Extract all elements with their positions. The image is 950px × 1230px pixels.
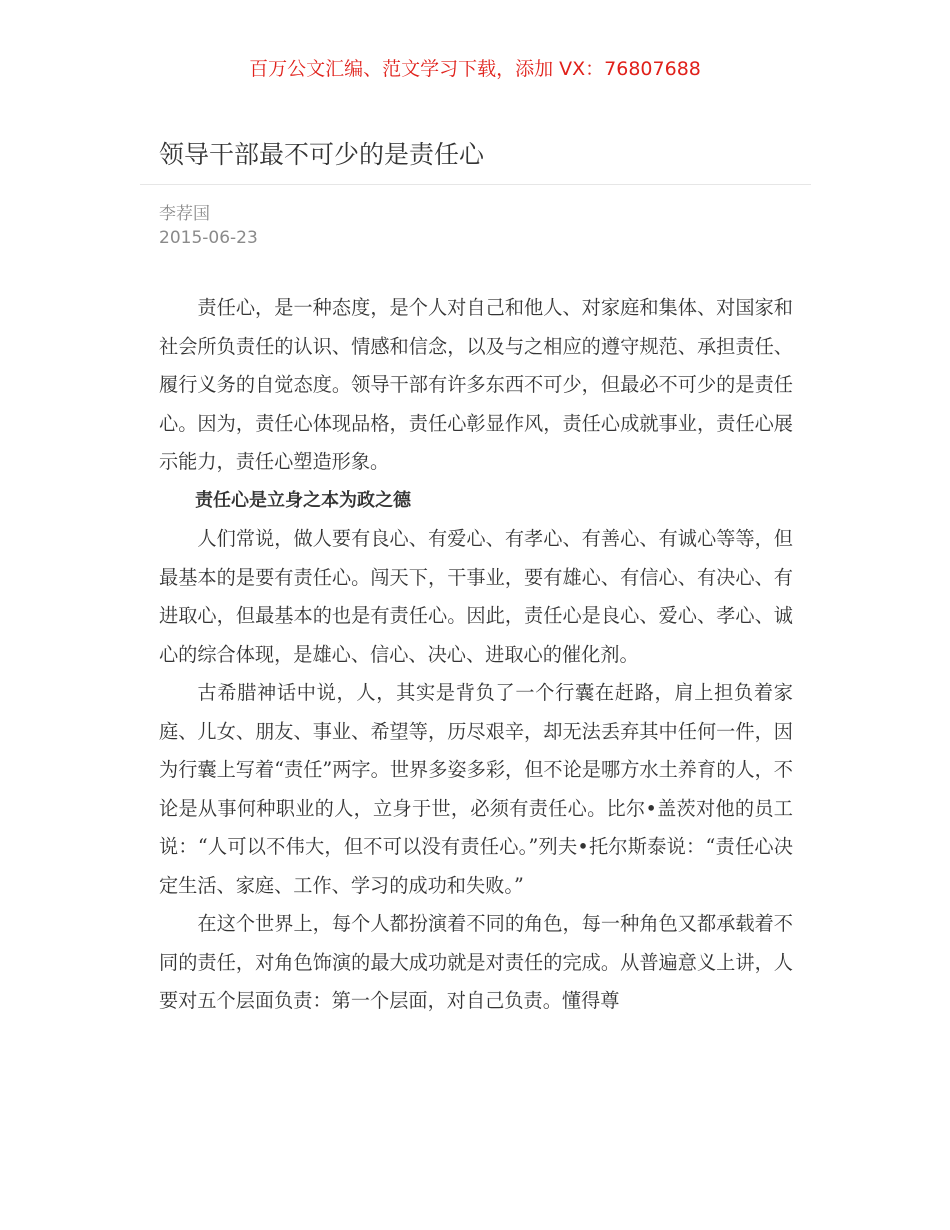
article-author: 李荐国 — [159, 204, 210, 224]
section-heading: 责任心是立身之本为政之德 — [195, 489, 411, 511]
title-divider — [140, 184, 811, 185]
download-banner: 百万公文汇编、范文学习下载，添加 VX：76807688 — [249, 58, 701, 80]
paragraph-greek-myth: 古希腊神话中说，人，其实是背负了一个行囊在赶路，肩上担负着家庭、儿女、朋友、事业、希望等，历尽艰辛，却无法丢弃其中任何一件，因为行囊上写着“责任”两字。世界多姿多彩，但不论是哪方水土养育的人，不论是从事何种职业的人，立身于世，必须有责任心。比尔•盖茨对他的员工说：“人可以不伟大，但不可以没有责任心。”列夫•托尔斯泰说：“责任心决定生活、家庭、工作、学习的成功和失败。” — [159, 681, 793, 897]
article-title: 领导干部最不可少的是责任心 — [159, 140, 485, 169]
article-date: 2015-06-23 — [159, 228, 258, 248]
paragraph-intro: 责任心，是一种态度，是个人对自己和他人、对家庭和集体、对国家和社会所负责任的认识、情感和信念，以及与之相应的遵守规范、承担责任、履行义务的自觉态度。领导干部有许多东西不可少，但最必不可少的是责任心。因为，责任心体现品格，责任心彰显作风，责任心成就事业，责任心展示能力，责任心塑造形象。 — [159, 296, 793, 473]
article-body — [159, 289, 793, 1021]
paragraph-conscience: 人们常说，做人要有良心、有爱心、有孝心、有善心、有诚心等等，但最基本的是要有责任心。闯天下，干事业，要有雄心、有信心、有决心、有进取心，但最基本的也是有责任心。因此，责任心是良心、爱心、孝心、诚心的综合体现，是雄心、信心、决心、进取心的催化剂。 — [159, 527, 793, 666]
paragraph-roles: 在这个世界上，每个人都扮演着不同的角色，每一种角色又都承载着不同的责任，对角色饰演的最大成功就是对责任的完成。从普遍意义上讲，人要对五个层面负责：第一个层面，对自己负责。懂得尊 — [159, 912, 793, 1012]
